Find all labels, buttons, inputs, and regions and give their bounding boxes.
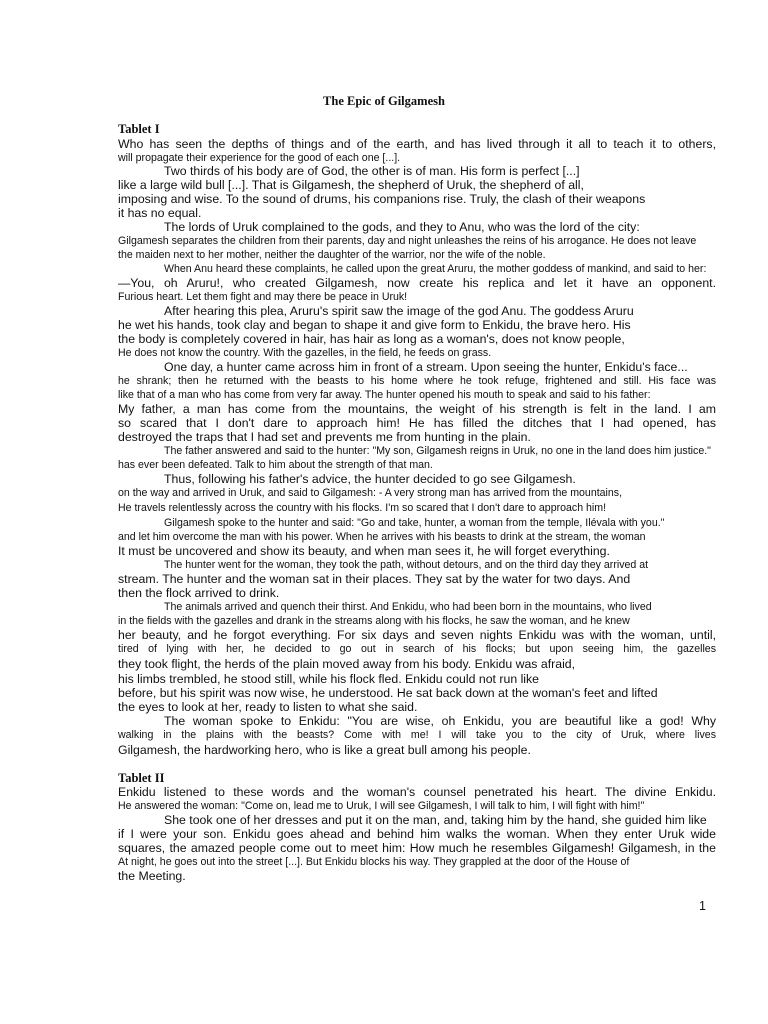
text-line: will propagate their experience for the good of each one [...]. <box>118 152 401 164</box>
text-line: At night, he goes out into the street [...]. But Enkidu blocks his way. They grappled at the door of the House of <box>118 856 630 868</box>
tablet-1-heading: Tablet I <box>118 122 160 136</box>
page-number: 1 <box>699 899 706 913</box>
text-line: Enkidu listened to these words and the woman's counsel penetrated his heart. The divine Enkidu. <box>118 785 716 799</box>
text-line: One day, a hunter came across him in front of a stream. Upon seeing the hunter, Enkidu's face... <box>164 360 688 374</box>
text-line: the Meeting. <box>118 869 186 883</box>
text-line: He does not know the country. With the gazelles, in the field, he feeds on grass. <box>118 347 492 359</box>
text-line: like a large wild bull [...]. That is Gilgamesh, the shepherd of Uruk, the shepherd of all, <box>118 178 584 192</box>
text-line: My father, a man has come from the mountains, the weight of his strength is felt in the land. I am <box>118 402 716 416</box>
text-line: before, but his spirit was now wise, he understood. He sat back down at the woman's feet and lifted <box>118 686 658 700</box>
text-line: tired of lying with her, he decided to go out in search of his flocks; but upon seeing him, the gazelles <box>118 643 716 655</box>
text-line: Thus, following his father's advice, the hunter decided to go see Gilgamesh. <box>164 472 576 486</box>
text-line: destroyed the traps that I had set and prevents me from hunting in the plain. <box>118 430 531 444</box>
text-line: if I were your son. Enkidu goes ahead and behind him walks the woman. When they enter Uruk wide <box>118 827 716 841</box>
text-line: —You, oh Aruru!, who created Gilgamesh, now create his replica and let it have an opponent. <box>118 276 716 290</box>
text-line: has ever been defeated. Talk to him about the strength of that man. <box>118 459 433 471</box>
text-line: Who has seen the depths of things and of the earth, and has lived through it all to teach it to others, <box>118 137 716 151</box>
text-line: He travels relentlessly across the country with his flocks. I'm so scared that I don't dare to approach him! <box>118 502 607 514</box>
text-line: The lords of Uruk complained to the gods, and they to Anu, who was the lord of the city: <box>164 220 640 234</box>
text-line: imposing and wise. To the sound of drums, his companions rise. Truly, the clash of their weapons <box>118 192 646 206</box>
text-line: He answered the woman: "Come on, lead me to Uruk, I will see Gilgamesh, I will talk to him, I will fight with him!" <box>118 800 645 812</box>
text-line: then the flock arrived to drink. <box>118 586 280 600</box>
text-line: Furious heart. Let them fight and may there be peace in Uruk! <box>118 291 408 303</box>
text-line: like that of a man who has come from very far away. The hunter opened his mouth to speak and said to his father: <box>118 389 651 401</box>
text-line: the body is completely covered in hair, has hair as long as a woman's, does not know people, <box>118 332 625 346</box>
text-line: and let him overcome the man with his power. When he arrives with his beasts to drink at the stream, the woman <box>118 531 646 543</box>
text-line: The father answered and said to the hunter: "My son, Gilgamesh reigns in Uruk, no one in the land does him justice." <box>164 445 711 457</box>
text-line: his limbs trembled, he stood still, while his flock fled. Enkidu could not run like <box>118 672 540 686</box>
tablet-2-heading: Tablet II <box>118 771 165 785</box>
text-line: Gilgamesh separates the children from their parents, day and night unleashes the reins of his arrogance. He does not leave <box>118 235 697 247</box>
text-line: When Anu heard these complaints, he called upon the great Aruru, the mother goddess of mankind, and said to her: <box>164 263 707 275</box>
text-line: It must be uncovered and show its beauty, and when man sees it, he will forget everything. <box>118 544 610 558</box>
text-line: walking in the plains with the beasts? Come with me! I will take you to the city of Uruk, where lives <box>118 729 716 741</box>
text-line: stream. The hunter and the woman sat in their places. They sat by the water for two days. And <box>118 572 631 586</box>
text-line: The woman spoke to Enkidu: "You are wise, oh Enkidu, you are beautiful like a god! Why <box>164 714 716 728</box>
text-line: he shrank; then he returned with the beasts to his home where he took refuge, frightened and still. His face was <box>118 375 716 387</box>
text-line: Gilgamesh, the hardworking hero, who is like a great bull among his people. <box>118 743 531 757</box>
text-line: it has no equal. <box>118 206 202 220</box>
text-line: in the fields with the gazelles and drank in the streams along with his flocks, he saw the woman, and he knew <box>118 615 630 627</box>
text-line: After hearing this plea, Aruru's spirit saw the image of the god Anu. The goddess Aruru <box>164 304 634 318</box>
text-line: the maiden next to her mother, neither the daughter of the warrior, nor the wife of the noble. <box>118 249 546 261</box>
text-line: Gilgamesh spoke to the hunter and said: "Go and take, hunter, a woman from the temple, Ilévala with you." <box>164 517 665 529</box>
text-line: on the way and arrived in Uruk, and said to Gilgamesh: - A very strong man has arrived from the mountains, <box>118 487 623 499</box>
text-line: squares, the amazed people come out to meet him: How much he resembles Gilgamesh! Gilgamesh, in the <box>118 841 716 855</box>
text-line: The hunter went for the woman, they took the path, without detours, and on the third day they arrived at <box>164 559 649 571</box>
text-line: they took flight, the herds of the plain moved away from his body. Enkidu was afraid, <box>118 657 576 671</box>
text-line: Two thirds of his body are of God, the other is of man. His form is perfect [...] <box>164 164 580 178</box>
text-line: She took one of her dresses and put it on the man, and, taking him by the hand, she guided him like <box>164 813 707 827</box>
text-line: her beauty, and he forgot everything. For six days and seven nights Enkidu was with the woman, until, <box>118 628 716 642</box>
text-line: The animals arrived and quench their thirst. And Enkidu, who had been born in the mountains, who lived <box>164 601 652 613</box>
text-line: so scared that I don't dare to approach him! He has filled the ditches that I had opened, has <box>118 416 716 430</box>
text-line: he wet his hands, took clay and began to shape it and give form to Enkidu, the brave hero. His <box>118 318 631 332</box>
text-line: the eyes to look at her, ready to listen to what she said. <box>118 700 418 714</box>
document-title: The Epic of Gilgamesh <box>323 94 445 108</box>
